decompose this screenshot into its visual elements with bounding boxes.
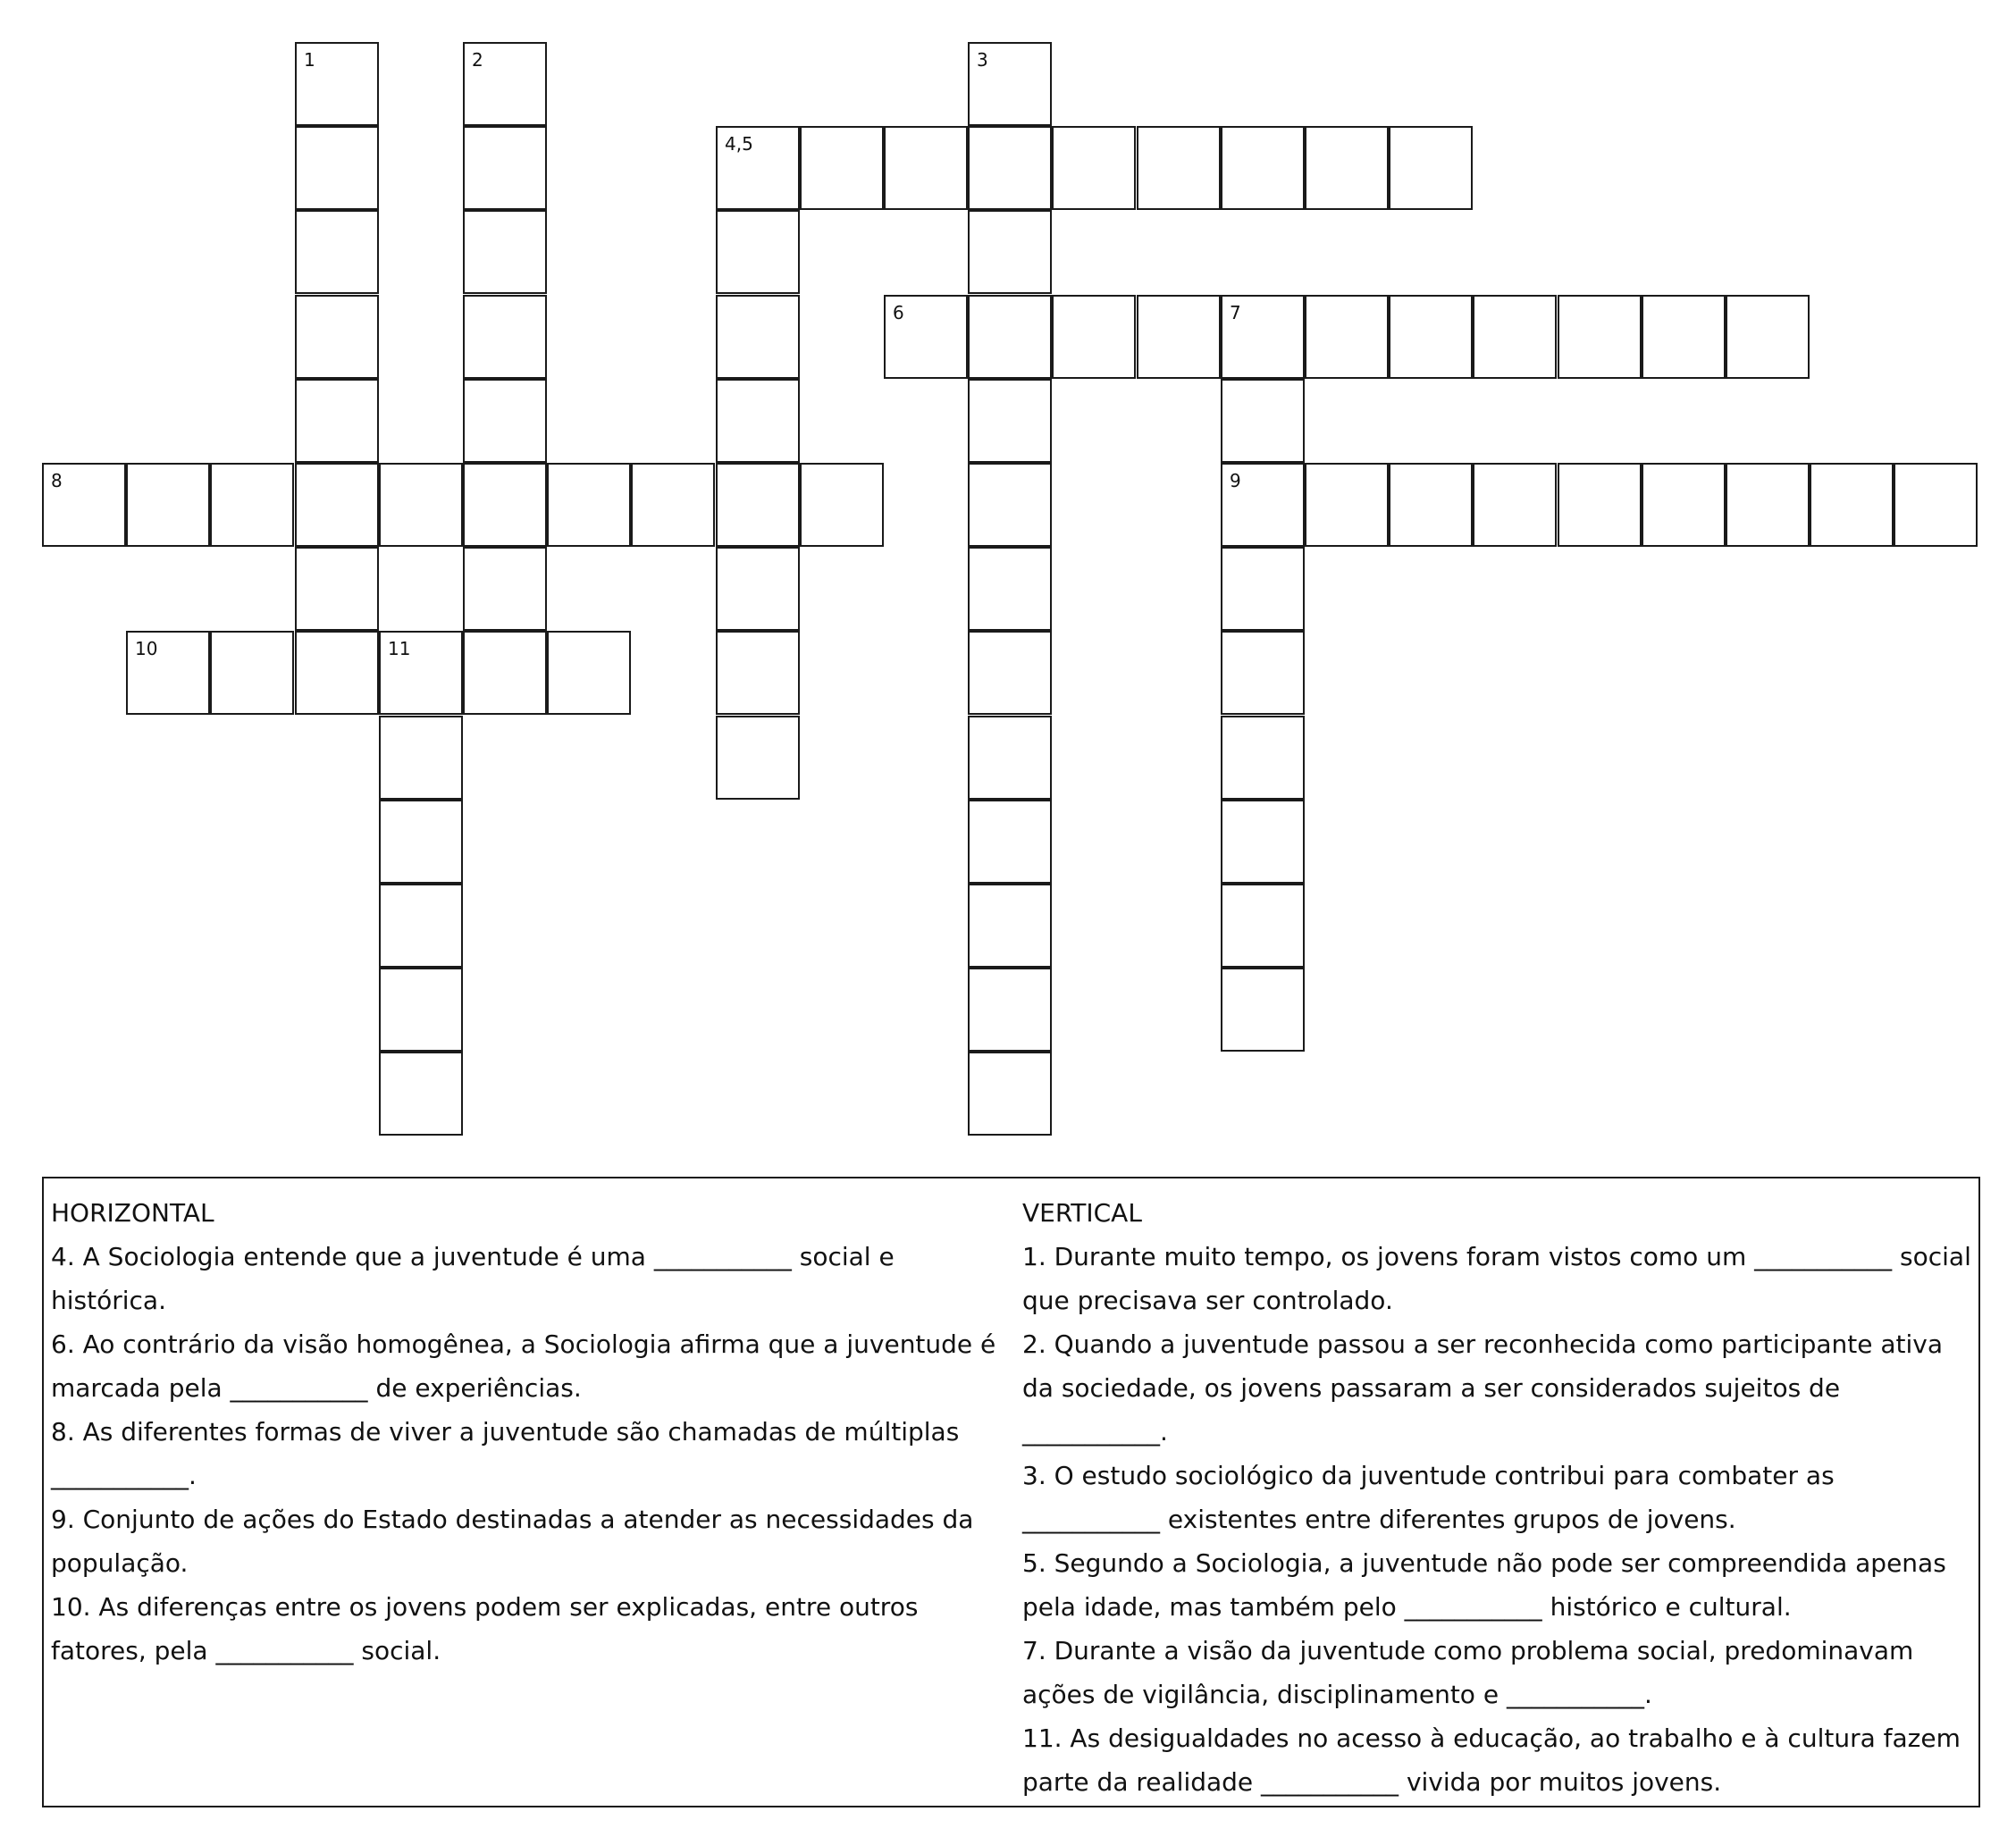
grid-cell[interactable] [1642, 295, 1726, 379]
grid-cell[interactable] [42, 463, 126, 547]
grid-cell[interactable] [295, 631, 379, 715]
grid-cell[interactable] [1221, 126, 1305, 210]
grid-cell[interactable] [968, 884, 1052, 968]
grid-cell[interactable] [716, 716, 800, 800]
grid-cell[interactable] [800, 126, 884, 210]
grid-cell[interactable] [295, 210, 379, 294]
grid-cell[interactable] [968, 547, 1052, 631]
grid-cell[interactable] [379, 800, 463, 884]
grid-cell[interactable] [968, 126, 1052, 210]
grid-cell[interactable] [379, 716, 463, 800]
grid-cell[interactable] [1221, 716, 1305, 800]
horizontal-heading: HORIZONTAL [51, 1198, 214, 1228]
grid-cell[interactable] [1221, 547, 1305, 631]
grid-cell[interactable] [295, 295, 379, 379]
clue-h9: 9. Conjunto de ações do Estado destinadas a atender as necessidades da população. [51, 1505, 974, 1578]
grid-cell[interactable] [1137, 295, 1221, 379]
clue-v3: 3. O estudo sociológico da juventude contribui para combater as ___________ existentes entre diferentes grupos de jovens. [1022, 1461, 1835, 1534]
grid-cell[interactable] [968, 379, 1052, 463]
grid-cell[interactable] [463, 631, 547, 715]
clue-v7: 7. Durante a visão da juventude como problema social, predominavam ações de vigilância, disciplinamento e ___________. [1022, 1636, 1914, 1709]
grid-cell[interactable] [1052, 126, 1136, 210]
grid-cell[interactable] [210, 631, 294, 715]
clue-number: 4,5 [725, 133, 753, 155]
grid-cell[interactable] [379, 631, 463, 715]
grid-cell[interactable] [631, 463, 715, 547]
grid-cell[interactable] [1221, 379, 1305, 463]
grid-cell[interactable] [884, 295, 968, 379]
grid-cell[interactable] [884, 126, 968, 210]
grid-cell[interactable] [1221, 631, 1305, 715]
grid-cell[interactable] [968, 968, 1052, 1052]
grid-cell[interactable] [716, 631, 800, 715]
grid-cell[interactable] [716, 210, 800, 294]
grid-cell[interactable] [295, 547, 379, 631]
grid-cell[interactable] [463, 379, 547, 463]
grid-cell[interactable] [295, 42, 379, 126]
grid-cell[interactable] [716, 547, 800, 631]
clue-number: 1 [304, 49, 315, 71]
clue-number: 11 [388, 638, 411, 659]
grid-cell[interactable] [968, 463, 1052, 547]
clue-v11: 11. As desigualdades no acesso à educação, ao trabalho e à cultura fazem parte da realidade ___________ vivida por muitos jovens. [1022, 1723, 1961, 1797]
grid-cell[interactable] [1305, 295, 1389, 379]
grid-cell[interactable] [463, 295, 547, 379]
grid-cell[interactable] [1221, 968, 1305, 1052]
grid-cell[interactable] [1221, 295, 1305, 379]
grid-cell[interactable] [1389, 463, 1473, 547]
grid-cell[interactable] [1558, 463, 1642, 547]
grid-cell[interactable] [463, 210, 547, 294]
clue-v2: 2. Quando a juventude passou a ser reconhecida como participante ativa da sociedade, os jovens passaram a ser considerados sujeitos de ___________. [1022, 1329, 1944, 1447]
grid-cell[interactable] [463, 126, 547, 210]
clue-h10: 10. As diferenças entre os jovens podem ser explicadas, entre outros fatores, pela ___________ social. [51, 1592, 919, 1665]
grid-cell[interactable] [379, 884, 463, 968]
grid-cell[interactable] [1389, 295, 1473, 379]
clue-v1: 1. Durante muito tempo, os jovens foram vistos como um ___________ social que precisava ser controlado. [1022, 1242, 1971, 1315]
clue-number: 9 [1230, 470, 1241, 491]
grid-cell[interactable] [463, 463, 547, 547]
grid-cell[interactable] [1221, 800, 1305, 884]
grid-cell[interactable] [1473, 463, 1557, 547]
grid-cell[interactable] [379, 1052, 463, 1136]
grid-cell[interactable] [126, 631, 210, 715]
grid-cell[interactable] [463, 547, 547, 631]
grid-cell[interactable] [295, 126, 379, 210]
clue-number: 7 [1230, 302, 1241, 323]
grid-cell[interactable] [547, 631, 631, 715]
grid-cell[interactable] [295, 379, 379, 463]
grid-cell[interactable] [1810, 463, 1894, 547]
grid-cell[interactable] [800, 463, 884, 547]
grid-cell[interactable] [1726, 463, 1810, 547]
grid-cell[interactable] [379, 463, 463, 547]
grid-cell[interactable] [1894, 463, 1978, 547]
grid-cell[interactable] [1558, 295, 1642, 379]
grid-cell[interactable] [1137, 126, 1221, 210]
grid-cell[interactable] [1221, 463, 1305, 547]
grid-cell[interactable] [210, 463, 294, 547]
grid-cell[interactable] [1473, 295, 1557, 379]
clue-number: 10 [135, 638, 158, 659]
grid-cell[interactable] [968, 1052, 1052, 1136]
grid-cell[interactable] [1642, 463, 1726, 547]
grid-cell[interactable] [968, 42, 1052, 126]
grid-cell[interactable] [1305, 463, 1389, 547]
clue-number: 6 [893, 302, 904, 323]
clue-h4: 4. A Sociologia entende que a juventude é uma ___________ social e histórica. [51, 1242, 895, 1315]
horizontal-clues [51, 1191, 1016, 1673]
grid-cell[interactable] [716, 463, 800, 547]
grid-cell[interactable] [968, 210, 1052, 294]
grid-cell[interactable] [463, 42, 547, 126]
grid-cell[interactable] [1305, 126, 1389, 210]
clues-box [42, 1177, 1980, 1807]
grid-cell[interactable] [547, 463, 631, 547]
grid-cell[interactable] [716, 295, 800, 379]
vertical-clues [1022, 1191, 1977, 1804]
grid-cell[interactable] [1726, 295, 1810, 379]
grid-cell[interactable] [968, 716, 1052, 800]
grid-cell[interactable] [126, 463, 210, 547]
grid-cell[interactable] [968, 631, 1052, 715]
grid-cell[interactable] [716, 126, 800, 210]
clue-v5: 5. Segundo a Sociologia, a juventude não pode ser compreendida apenas pela idade, mas também pelo ___________ histórico e cultural. [1022, 1548, 1946, 1622]
grid-cell[interactable] [295, 463, 379, 547]
grid-cell[interactable] [1052, 295, 1136, 379]
clue-number: 2 [472, 49, 483, 71]
clue-h6: 6. Ao contrário da visão homogênea, a Sociologia afirma que a juventude é marcada pela ___________ de experiências. [51, 1329, 996, 1403]
clue-h8: 8. As diferentes formas de viver a juventude são chamadas de múltiplas ___________. [51, 1417, 960, 1490]
grid-cell[interactable] [968, 295, 1052, 379]
grid-cell[interactable] [379, 968, 463, 1052]
vertical-heading: VERTICAL [1022, 1198, 1142, 1228]
grid-cell[interactable] [1221, 884, 1305, 968]
clue-number: 3 [977, 49, 988, 71]
grid-cell[interactable] [968, 800, 1052, 884]
grid-cell[interactable] [716, 379, 800, 463]
grid-cell[interactable] [1389, 126, 1473, 210]
clue-number: 8 [51, 470, 63, 491]
